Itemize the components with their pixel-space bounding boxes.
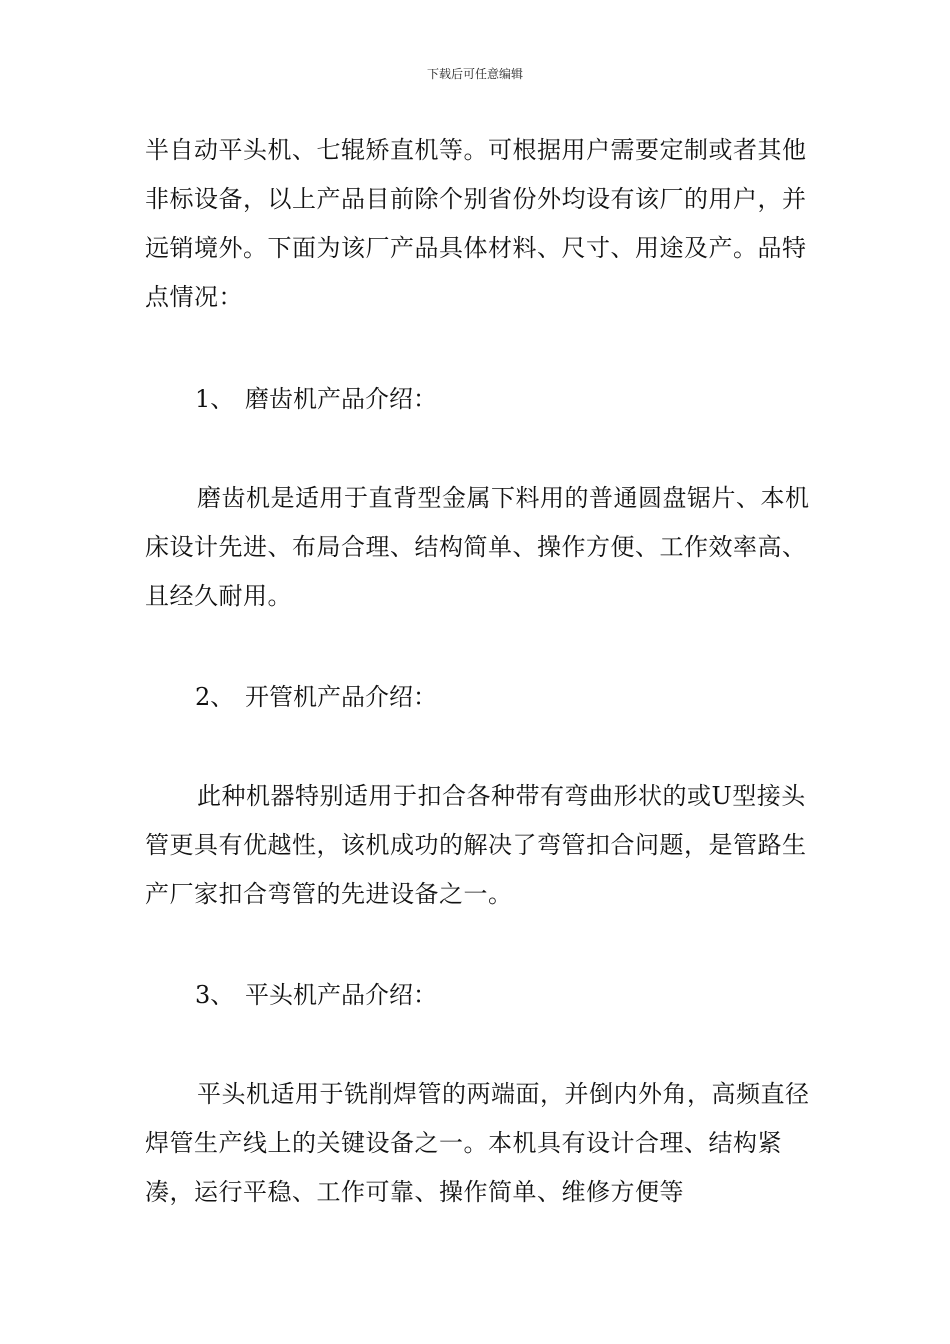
page-header: 下载后可任意编辑 [426,67,523,81]
section-2-title: 开管机产品介绍： [245,683,437,711]
section-1-number: 1、 [195,385,235,413]
section-2-number: 2、 [195,683,235,711]
section-2-heading [195,673,437,722]
section-3-heading [195,971,437,1020]
section-1-body: 磨齿机是适用于直背型金属下料用的普通圆盘锯片、本机床设计先进、布局合理、结构简单、操作方便、工作效率高、且经久耐用。 [145,484,810,610]
intro-paragraph: 半自动平头机、七辊矫直机等。可根据用户需要定制或者其他非标设备，以上产品目前除个别省份外均设有该厂的用户，并远销境外。下面为该厂产品具体材料、尺寸、用途及产。品特点情况： [145,136,807,311]
section-3-body: 平头机适用于铣削焊管的两端面，并倒内外角，高频直径焊管生产线上的关键设备之一。本机具有设计合理、结构紧凑，运行平稳、工作可靠、操作简单、维修方便等 [145,1080,810,1206]
section-1-title: 磨齿机产品介绍： [245,385,437,413]
section-3-number: 3、 [195,981,235,1009]
section-1-heading [195,375,437,424]
section-2-body: 此种机器特别适用于扣合各种带有弯曲形状的或U型接头管更具有优越性，该机成功的解决了弯管扣合问题，是管路生产厂家扣合弯管的先进设备之一。 [145,782,807,908]
section-3-title: 平头机产品介绍： [245,981,437,1009]
